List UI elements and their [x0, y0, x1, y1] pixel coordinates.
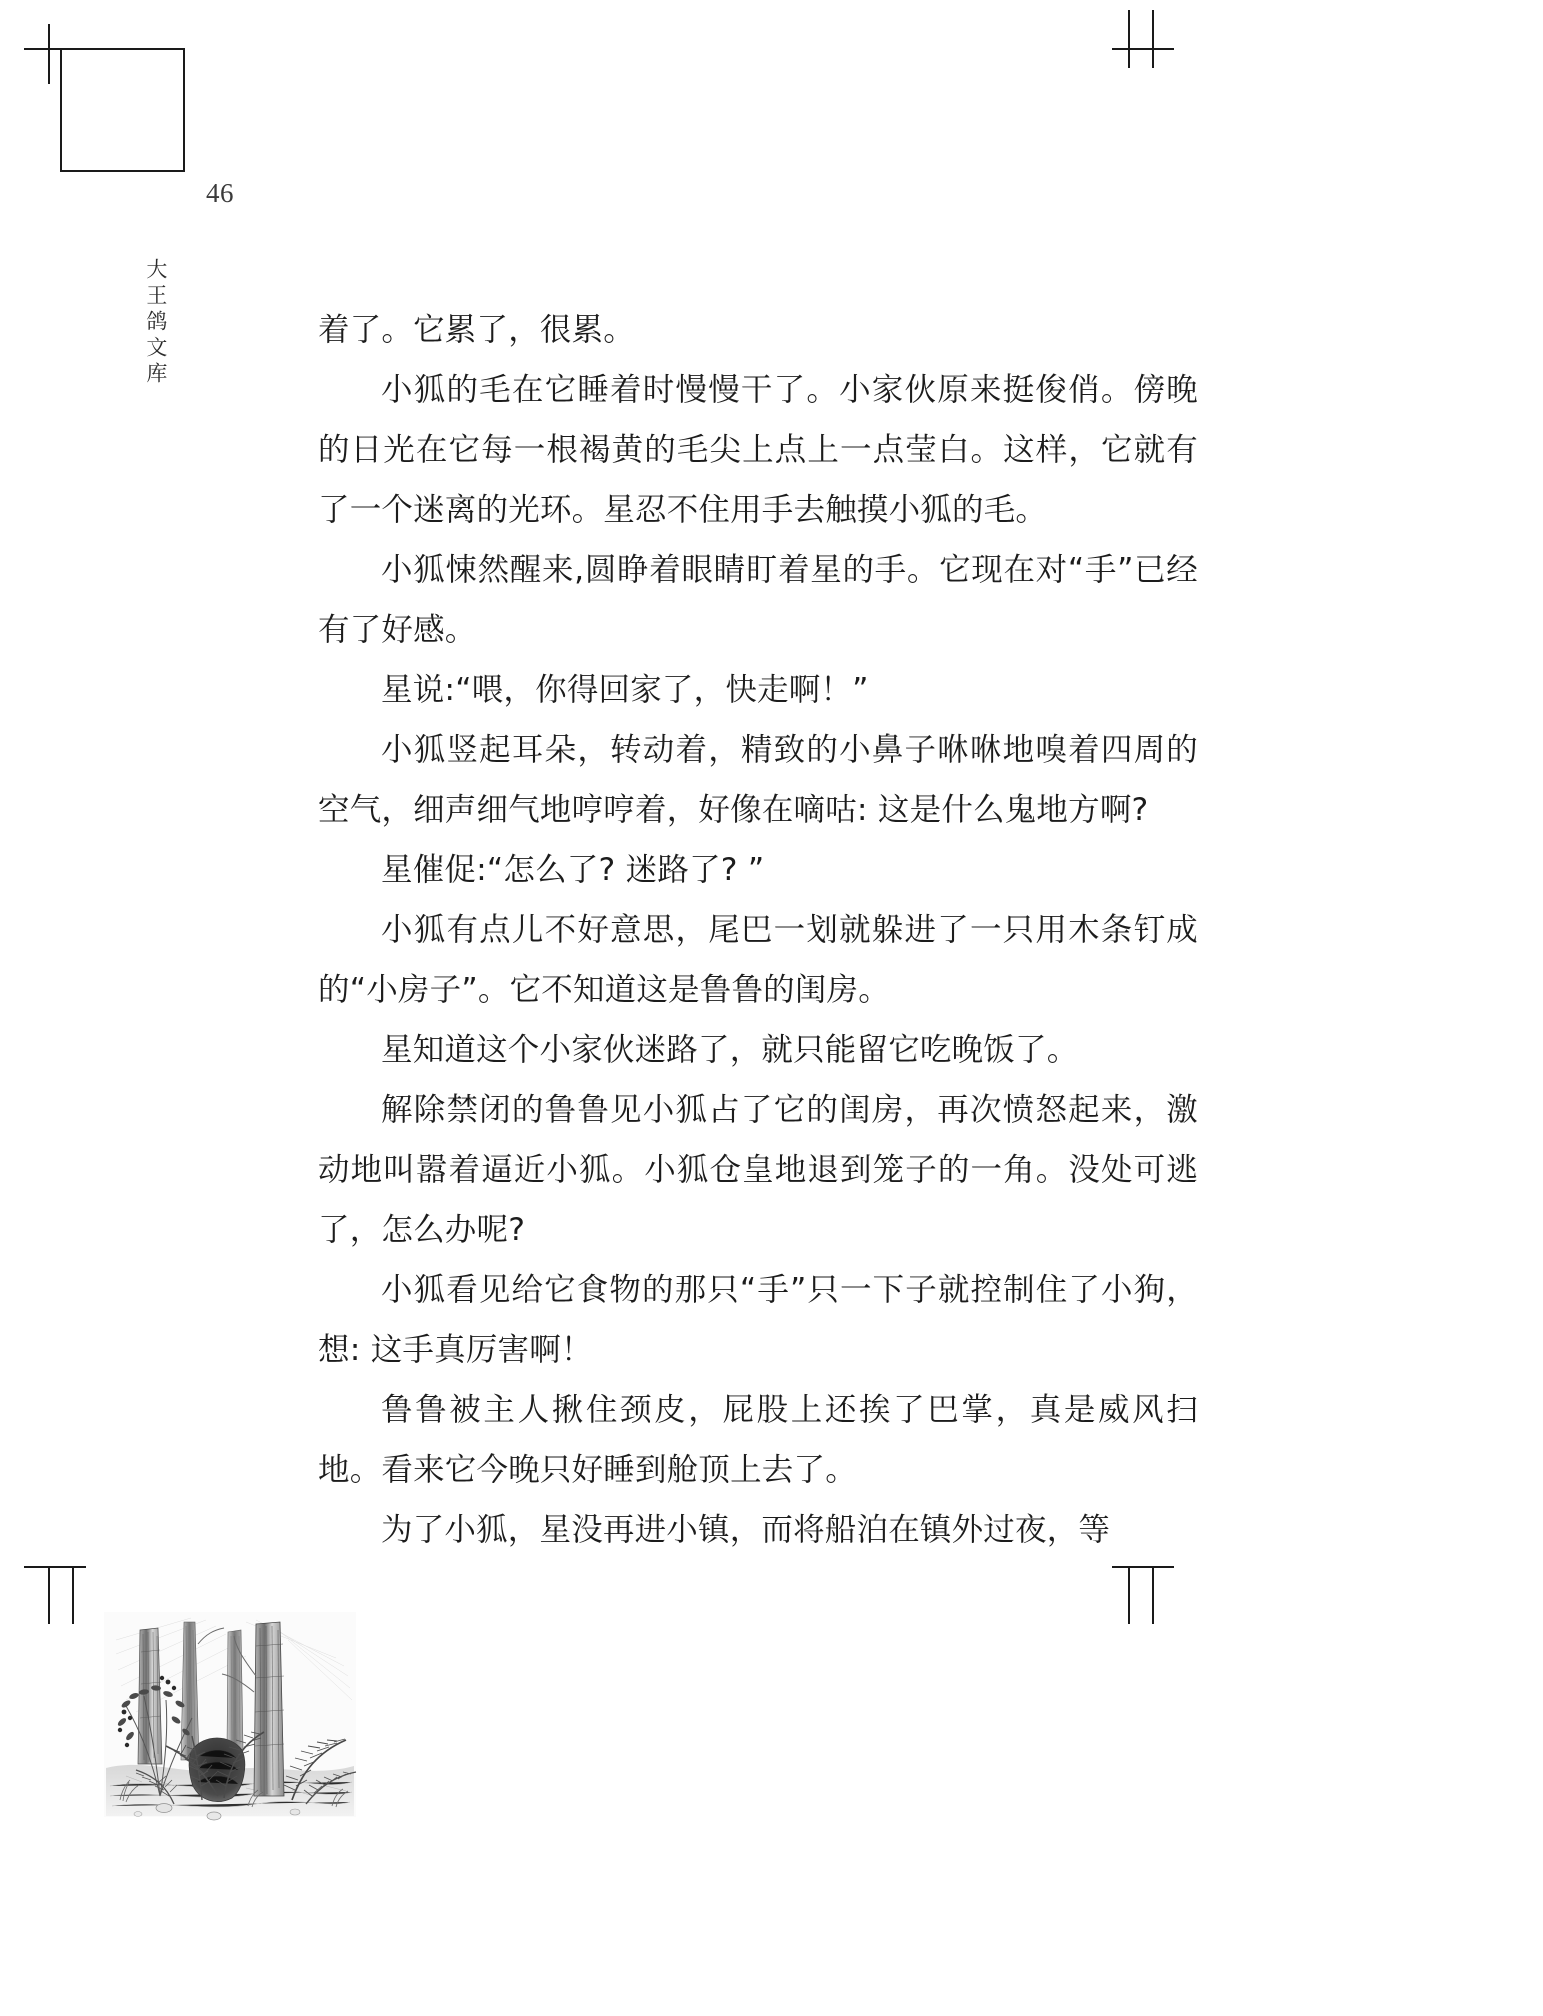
- body-paragraph: 星知道这个小家伙迷路了，就只能留它吃晚饭了。: [381, 1032, 1079, 1068]
- body-paragraph: 鲁鲁被主人揪住颈皮，屁股上还挨了巴掌，真是威风扫地。看来它今晚只好睡到舱顶上去了。: [318, 1392, 1198, 1488]
- page-body-text: [318, 300, 1198, 1560]
- body-paragraph: 解除禁闭的鲁鲁见小狐占了它的闺房，再次愤怒起来，激动地叫嚣着逼近小狐。小狐仓皇地退到笼子的一角。没处可逃了，怎么办呢?: [318, 1092, 1198, 1248]
- body-paragraph: 小狐悚然醒来,圆睁着眼睛盯着星的手。它现在对“手”已经有了好感。: [318, 552, 1198, 648]
- body-paragraph: 小狐竖起耳朵，转动着，精致的小鼻子咻咻地嗅着四周的空气，细声细气地哼哼着，好像在嘀咕: 这是什么鬼地方啊?: [318, 732, 1198, 828]
- page-number: 46: [206, 178, 234, 208]
- body-paragraph: 星催促:“怎么了? 迷路了? ”: [381, 852, 765, 888]
- forest-undergrowth-illustration: [96, 1600, 364, 1825]
- series-imprint-vertical: 大王鸽文库: [143, 258, 168, 388]
- body-paragraph: 着了。它累了，很累。: [318, 312, 636, 348]
- body-paragraph: 星说:“喂，你得回家了，快走啊！”: [381, 672, 869, 708]
- body-paragraph: 为了小狐，星没再进小镇，而将船泊在镇外过夜，等: [381, 1512, 1111, 1548]
- body-paragraph: 小狐的毛在它睡着时慢慢干了。小家伙原来挺俊俏。傍晚的日光在它每一根褐黄的毛尖上点上一点莹白。这样，它就有了一个迷离的光环。星忍不住用手去触摸小狐的毛。: [318, 372, 1198, 528]
- body-paragraph: 小狐看见给它食物的那只“手”只一下子就控制住了小狗，想: 这手真厉害啊！: [318, 1272, 1198, 1368]
- body-paragraph: 小狐有点儿不好意思，尾巴一划就躲进了一只用木条钉成的“小房子”。它不知道这是鲁鲁的闺房。: [318, 912, 1198, 1008]
